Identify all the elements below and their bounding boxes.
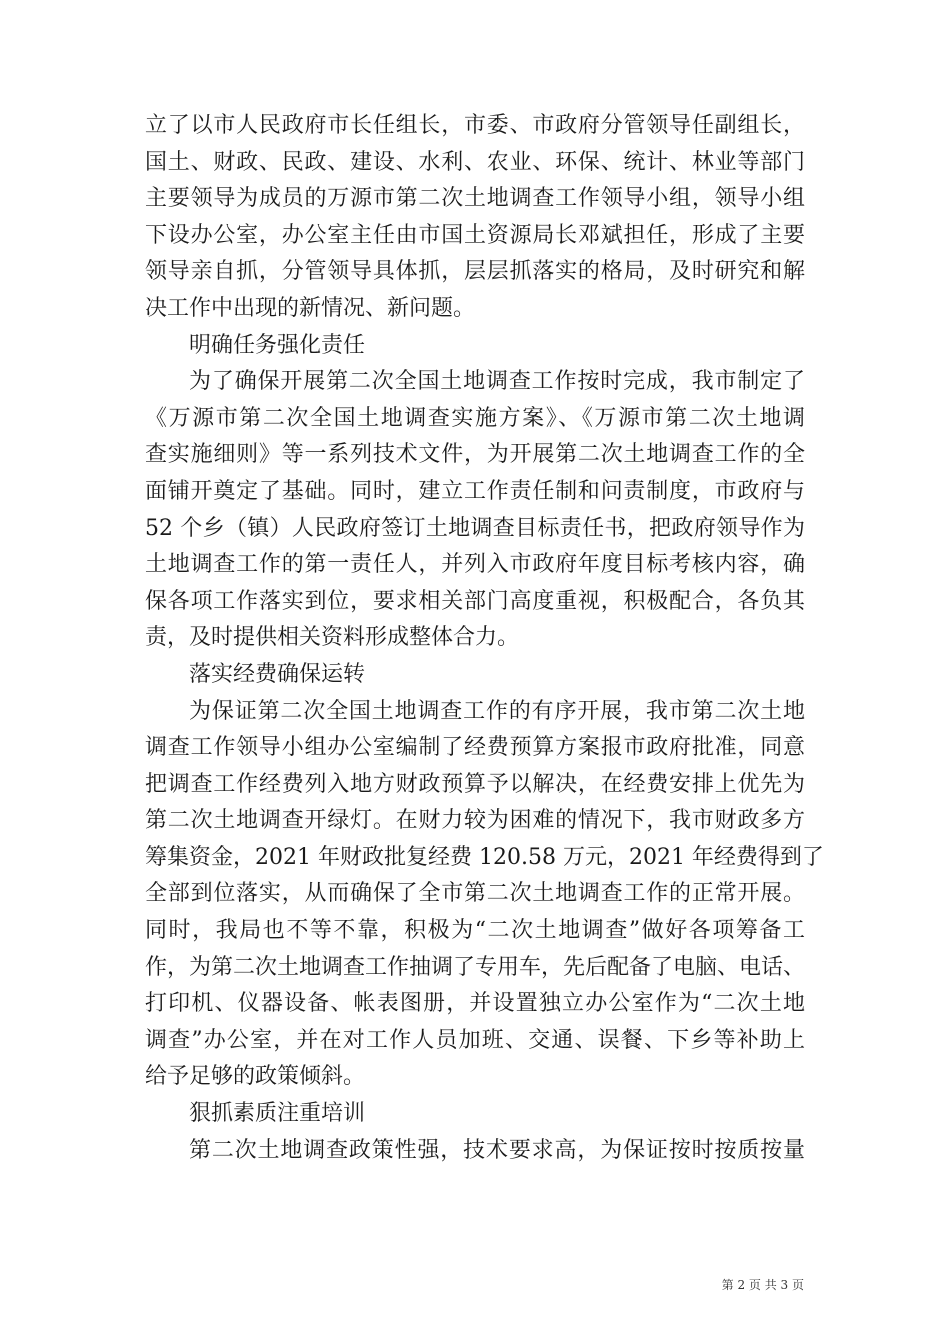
section-heading: 明确任务强化责任 [189, 332, 366, 358]
text-line: 主要领导为成员的万源市第二次土地调查工作领导小组，领导小组 [145, 186, 805, 212]
document-body [145, 108, 824, 1169]
text-line: 打印机、仪器设备、帐表图册，并设置独立办公室作为“二次土地 [145, 991, 805, 1017]
text-line: 土地调查工作的第一责任人，并列入市政府年度目标考核内容，确 [145, 552, 805, 578]
text-line: 下设办公室，办公室主任由市国土资源局长邓斌担任，形成了主要 [145, 222, 805, 248]
text-line: 立了以市人民政府市长任组长，市委、市政府分管领导任副组长， [145, 113, 805, 138]
text-line: 第二次土地调查开绿灯。在财力较为困难的情况下，我市财政多方 [145, 808, 805, 834]
text-line: 责，及时提供相关资料形成整体合力。 [145, 625, 520, 651]
text-line: 国土、财政、民政、建设、水利、农业、环保、统计、林业等部门 [145, 149, 805, 175]
text-line: 《万源市第二次全国土地调查实施方案》、《万源市第二次土地调 [145, 405, 805, 431]
text-line: 为了确保开展第二次全国土地调查工作按时完成，我市制定了 [189, 369, 805, 395]
text-line: 领导亲自抓，分管领导具体抓，层层抓落实的格局，及时研究和解 [145, 259, 805, 285]
text-line: 同时，我局也不等不靠，积极为“二次土地调查”做好各项筹备工 [145, 918, 805, 944]
section-heading: 落实经费确保运转 [189, 661, 366, 687]
text-line: 把调查工作经费列入地方财政预算予以解决，在经费安排上优先为 [145, 771, 805, 797]
text-line: 调查”办公室，并在对工作人员加班、交通、误餐、下乡等补助上 [145, 1027, 805, 1053]
text-line: 筹集资金，2021 年财政批复经费 120.58 万元，2021 年经费得到了 [145, 844, 824, 870]
text-line: 查实施细则》等一系列技术文件，为开展第二次土地调查工作的全 [145, 442, 805, 468]
text-line: 面铺开奠定了基础。同时，建立工作责任制和问责制度，市政府与 [145, 478, 805, 504]
text-line: 调查工作领导小组办公室编制了经费预算方案报市政府批准，同意 [145, 735, 805, 761]
text-line: 决工作中出现的新情况、新问题。 [145, 295, 476, 321]
section-heading: 狠抓素质注重培训 [189, 1101, 366, 1127]
text-line: 全部到位落实，从而确保了全市第二次土地调查工作的正常开展。 [145, 881, 805, 907]
text-line: 保各项工作落实到位，要求相关部门高度重视，积极配合，各负其 [145, 588, 805, 614]
page-number-footer: 第 2 页 共 3 页 [721, 1278, 804, 1292]
text-line: 52 个乡（镇）人民政府签订土地调查目标责任书，把政府领导作为 [145, 515, 805, 541]
text-line: 给予足够的政策倾斜。 [145, 1064, 366, 1090]
text-line: 为保证第二次全国土地调查工作的有序开展，我市第二次土地 [189, 698, 805, 724]
text-line: 第二次土地调查政策性强，技术要求高，为保证按时按质按量 [189, 1137, 805, 1163]
text-line: 作，为第二次土地调查工作抽调了专用车，先后配备了电脑、电话、 [145, 954, 806, 980]
